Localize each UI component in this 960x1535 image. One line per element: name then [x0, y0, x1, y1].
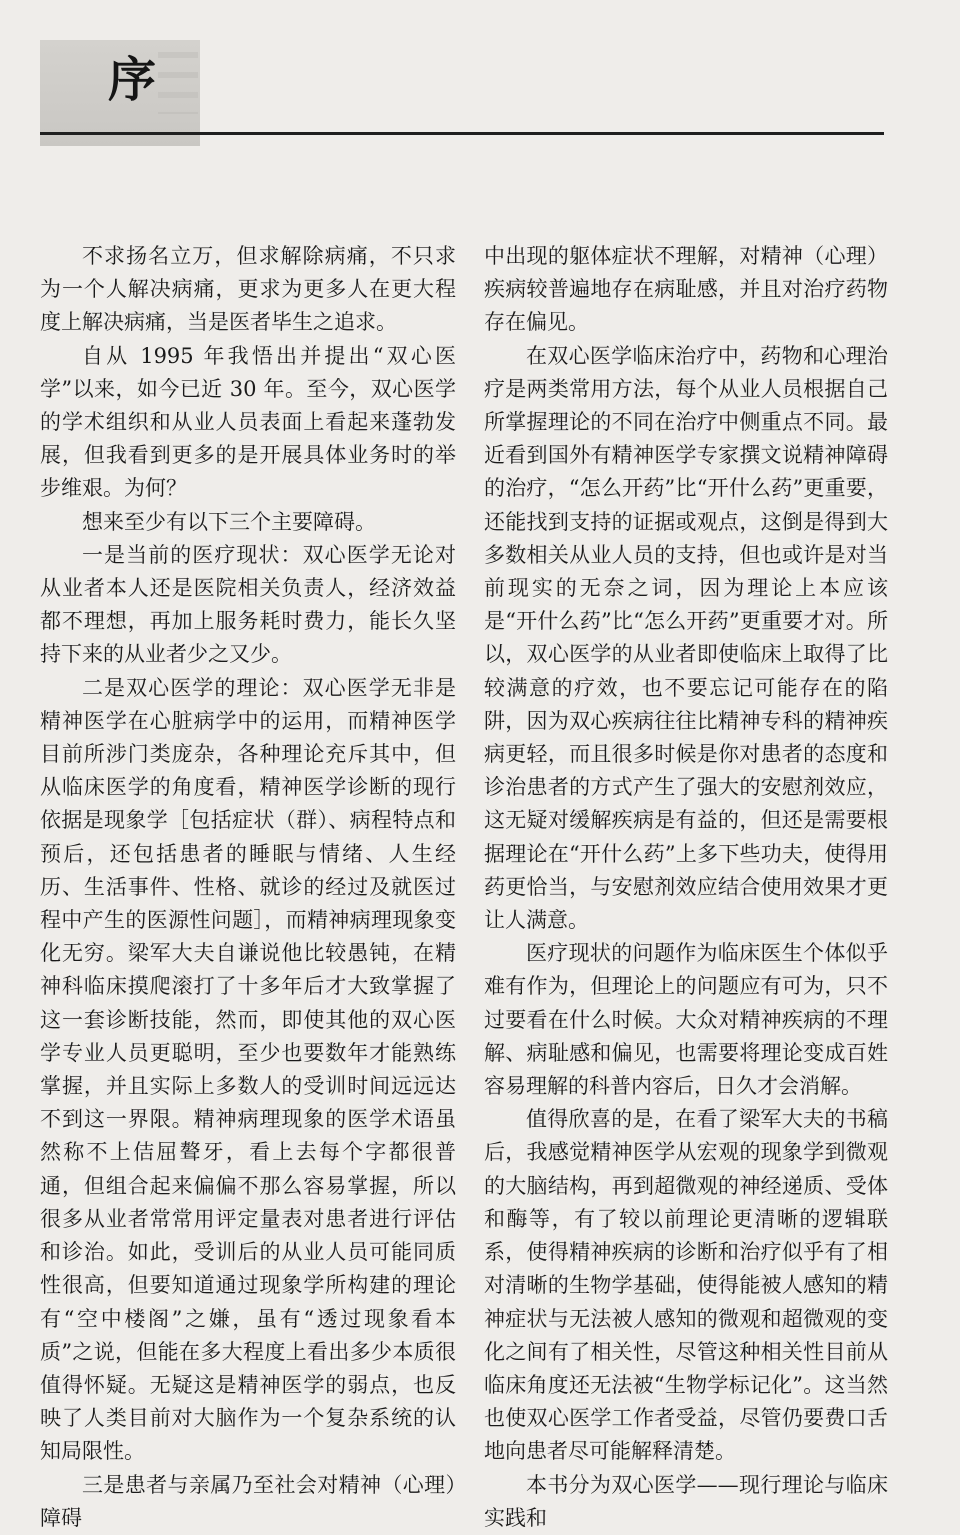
paragraph: 值得欣喜的是，在看了梁军大夫的书稿后，我感觉精神医学从宏观的现象学到微观的大脑结构，再到超微观的神经递质、受体和酶等，有了较以前理论更清晰的逻辑联系，使得精神疾病的诊断和治疗似乎有了相对清晰的生物学基础，使得能被人感知的精神症状与无法被人感知的微观和超微观的变化之间有了相关性，尽管这种相关性目前从临床角度还无法被“生物学标记化”。这当然也使双心医学工作者受益，尽管仍要费口舌地向患者尽可能解释清楚。 [484, 1107, 888, 1464]
paragraph: 在双心医学临床治疗中，药物和心理治疗是两类常用方法，每个从业人员根据自己所掌握理论的不同在治疗中侧重点不同。最近看到国外有精神医学专家撰文说精神障碍的治疗，“怎么开药”比“开什么药”更重要，还能找到支持的证据或观点，这倒是得到大多数相关从业人员的支持，但也或许是对当前现实的无奈之词，因为理论上本应该是“开什么药”比“怎么开药”更重要才对。所以，双心医学的从业者即使临床上取得了比较满意的疗效，也不要忘记可能存在的陷阱，因为双心疾病往往比精神专科的精神疾病更轻，而且很多时候是你对患者的态度和诊治患者的方式产生了强大的安慰剂效应，这无疑对缓解疾病是有益的，但还是需要根据理论在“开什么药”上多下些功夫，使得用药更恰当，与安慰剂效应结合使用效果才更让人满意。 [484, 343, 888, 933]
right-column [484, 240, 888, 1535]
paragraph-continuation: 中出现的躯体症状不理解，对精神（心理）疾病较普遍地存在病耻感，并且对治疗药物存在偏见。 [484, 244, 888, 335]
header-divider [40, 132, 884, 135]
paragraph: 三是患者与亲属乃至社会对精神（心理）障碍 [40, 1472, 456, 1530]
header-bleed-through-decoration [158, 52, 198, 114]
paragraph: 一是当前的医疗现状：双心医学无论对从业者本人还是医院相关负责人，经济效益都不理想，再加上服务耗时费力，能长久坚持下来的从业者少之又少。 [40, 542, 456, 667]
paragraph: 自从 1995 年我悟出并提出“双心医学”以来，如今已近 30 年。至今，双心医学的学术组织和从业人员表面上看起来蓬勃发展，但我看到更多的是开展具体业务时的举步维艰。为何？ [40, 343, 456, 501]
paragraph: 二是双心医学的理论：双心医学无非是精神医学在心脏病学中的运用，而精神医学目前所涉门类庞杂，各种理论充斥其中，但从临床医学的角度看，精神医学诊断的现行依据是现象学［包括症状（群）、病程特点和预后，还包括患者的睡眠与情绪、人生经历、生活事件、性格、就诊的经过及就医过程中产生的医源性问题］，而精神病理现象变化无穷。梁军大夫自谦说他比较愚钝，在精神科临床摸爬滚打了十多年后才大致掌握了这一套诊断技能，然而，即使其他的双心医学专业人员更聪明，至少也要数年才能熟练掌握，并且实际上多数人的受训时间远远达不到这一界限。精神病理现象的医学术语虽然称不上佶屈聱牙，看上去每个字都很普通，但组合起来偏偏不那么容易掌握，所以很多从业者常常用评定量表对患者进行评估和诊治。如此，受训后的从业人员可能同质性很高，但要知道通过现象学所构建的理论有“空中楼阁”之嫌，虽有“透过现象看本质”之说，但能在多大程度上看出多少本质很值得怀疑。无疑这是精神医学的弱点，也反映了人类目前对大脑作为一个复杂系统的认知局限性。 [40, 675, 456, 1464]
paragraph: 不求扬名立万，但求解除病痛，不只求为一个人解决病痛，更求为更多人在更大程度上解决病痛，当是医者毕生之追求。 [40, 244, 456, 335]
paragraph: 本书分为双心医学——现行理论与临床实践和 [484, 1472, 888, 1530]
paragraph: 想来至少有以下三个主要障碍。 [82, 509, 376, 534]
left-column [40, 240, 456, 1535]
page-title: 序 [108, 52, 157, 108]
paragraph: 医疗现状的问题作为临床医生个体似乎难有作为，但理论上的问题应有可为，只不过要看在什么时候。大众对精神疾病的不理解、病耻感和偏见，也需要将理论变成百姓容易理解的科普内容后，日久才会消解。 [484, 941, 888, 1099]
